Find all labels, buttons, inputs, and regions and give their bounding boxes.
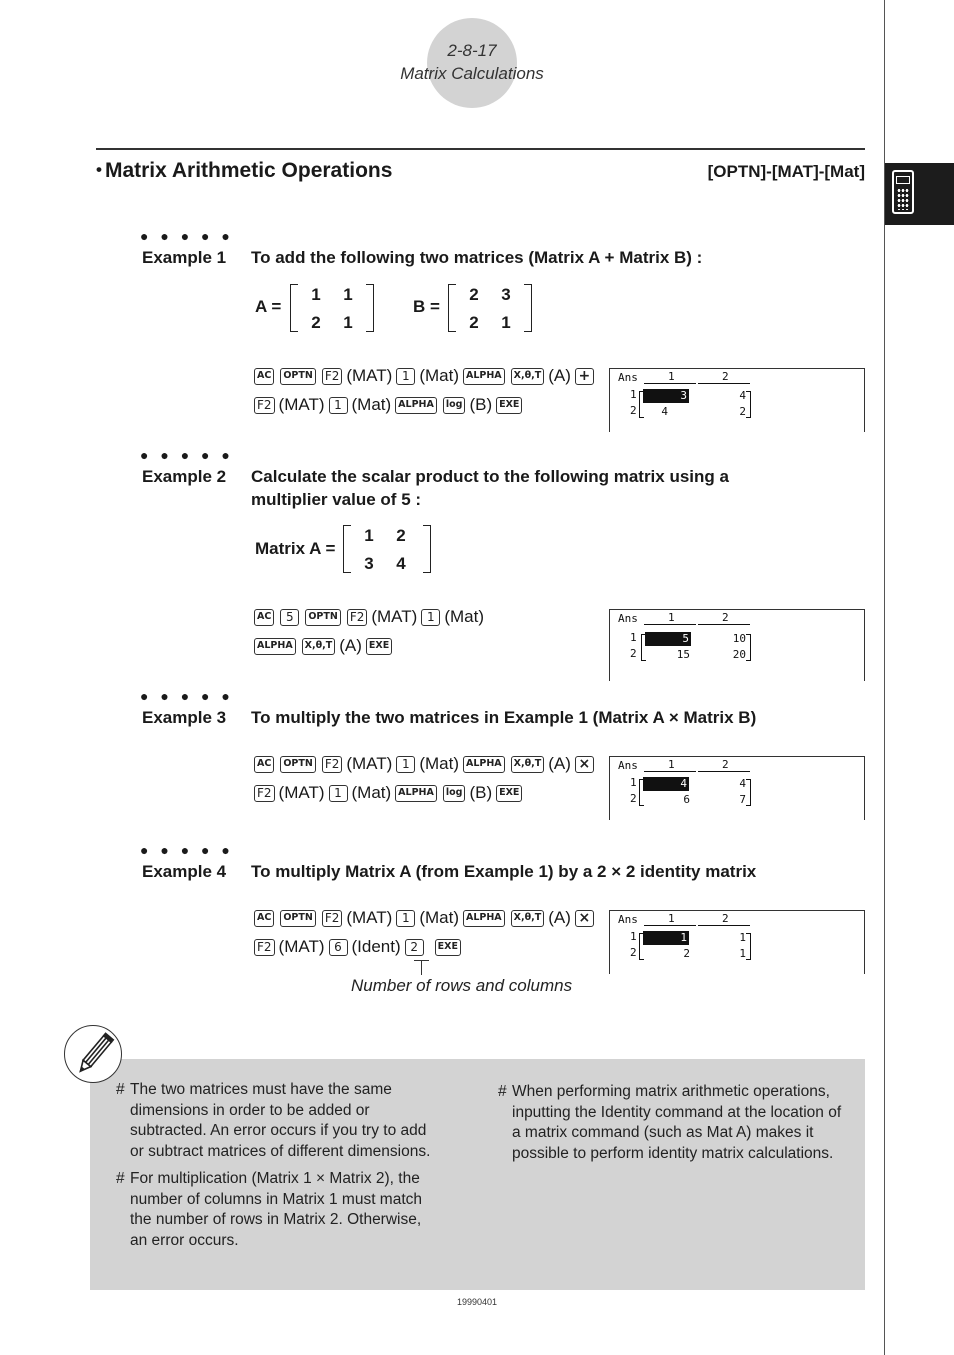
example-description: To multiply Matrix A (from Example 1) by a 2 × 2 identity matrix: [251, 862, 757, 881]
note-item: [116, 1080, 436, 1162]
matrix-a-label: A =: [255, 297, 282, 316]
screen-ans-label: Ans: [618, 371, 638, 384]
screen-cell: 1: [739, 947, 746, 960]
key-caption: (Mat): [419, 908, 459, 927]
note-hash: #: [116, 1081, 125, 1098]
screen-cell: 20: [732, 648, 746, 661]
screen-cell: 2: [683, 947, 690, 960]
multiply-key: ×: [575, 756, 594, 773]
six-key: 6: [329, 939, 348, 956]
key-sequence-line-1: [251, 753, 597, 775]
example-label: Example 1: [142, 248, 227, 267]
calculator-screen: [609, 609, 865, 681]
screen-cell: 4: [739, 389, 746, 402]
key-caption: (MAT): [346, 366, 393, 385]
example-description: Calculate the scalar product to the following matrix using a multiplier value of 5 :: [251, 467, 729, 509]
screen-col-header: 2: [722, 758, 729, 771]
screen-row-number: 1: [630, 631, 637, 644]
matrix-cell: 2: [469, 285, 479, 304]
matrix-b: [448, 284, 532, 332]
calculator-screen: [609, 368, 865, 432]
five-key: 5: [280, 609, 299, 626]
pencil-icon: [64, 1025, 122, 1083]
example-dots: ● ● ● ● ●: [140, 447, 234, 463]
key-caption: (MAT): [278, 395, 325, 414]
key-caption: (MAT): [371, 607, 418, 626]
note-text: The two matrices must have the same dimensions in order to be added or subtracted. An error occurs if you try to add or subtract matrices of different dimensions.: [130, 1081, 431, 1160]
key-caption: (MAT): [278, 937, 325, 956]
chapter-title: Matrix Calculations: [400, 64, 544, 83]
exe-key: EXE: [435, 939, 461, 956]
example-label: Example 3: [142, 708, 227, 727]
matrix-a: [290, 284, 374, 332]
matrix-cell: 1: [501, 313, 511, 332]
f2-key: F2: [254, 785, 275, 802]
key-caption: (Ident): [351, 937, 401, 956]
f2-key: F2: [322, 910, 343, 927]
rows-columns-caption: Number of rows and columns: [351, 976, 573, 995]
screen-selected-cell: 4: [643, 777, 689, 791]
screen-ans-label: Ans: [618, 759, 638, 772]
key-sequence-line-1: [251, 606, 485, 628]
section-title: Matrix Arithmetic Operations: [104, 159, 393, 182]
key-caption: (MAT): [346, 908, 393, 927]
bullet-icon: •: [96, 160, 102, 179]
matrix-cell: 1: [311, 285, 321, 304]
note-hash: #: [116, 1170, 125, 1187]
key-sequence-line-1: [251, 365, 597, 387]
screen-row-number: 2: [630, 404, 637, 417]
screen-ans-label: Ans: [618, 612, 638, 625]
example-description: To multiply the two matrices in Example 1 (Matrix A × Matrix B): [251, 708, 757, 727]
alpha-key: ALPHA: [395, 397, 437, 414]
key-caption: (MAT): [278, 783, 325, 802]
caption-pointer: [421, 960, 422, 975]
alpha-key: ALPHA: [463, 910, 505, 927]
matrix-a: [343, 525, 431, 573]
example-dots: ● ● ● ● ●: [140, 842, 234, 858]
screen-cell: 6: [683, 793, 690, 806]
key-caption: (A): [548, 754, 571, 773]
key-sequence-line-2: [251, 936, 464, 958]
alpha-key: ALPHA: [463, 368, 505, 385]
f2-key: F2: [254, 939, 275, 956]
calculator-icon: [892, 170, 914, 214]
screen-col-header: 1: [668, 370, 675, 383]
key-caption: (A): [548, 908, 571, 927]
ac-key: AC: [254, 609, 274, 626]
key-caption: (Mat): [351, 395, 392, 414]
screen-col-header: 2: [722, 912, 729, 925]
example-label: Example 2: [142, 467, 227, 486]
calculator-screen: [609, 910, 865, 974]
matrix-cell: 2: [469, 313, 479, 332]
section-divider: [96, 148, 865, 150]
screen-col-header: 1: [668, 912, 675, 925]
key-sequence-line-2: [251, 782, 525, 804]
note-hash: #: [498, 1083, 507, 1100]
matrix-cell: 3: [501, 285, 511, 304]
log-key: log: [443, 397, 466, 414]
note-item: [498, 1082, 843, 1164]
screen-col-header: 1: [668, 611, 675, 624]
key-sequence-line-2: [251, 394, 525, 416]
page-number: 2-8-17: [447, 41, 497, 60]
key-caption: (A): [339, 636, 362, 655]
alpha-key: ALPHA: [463, 756, 505, 773]
calculator-screen: [609, 756, 865, 820]
f2-key: F2: [322, 756, 343, 773]
screen-col-header: 2: [722, 370, 729, 383]
screen-cell: 7: [739, 793, 746, 806]
menu-path: [OPTN]-[MAT]-[Mat]: [707, 162, 865, 181]
screen-selected-cell: 1: [643, 931, 689, 945]
notes-right-column: [498, 1082, 843, 1171]
screen-col-header: 1: [668, 758, 675, 771]
screen-cell: 4: [739, 777, 746, 790]
key-sequence-line-2: [251, 635, 395, 657]
key-caption: (Mat): [419, 366, 459, 385]
screen-cell: 15: [676, 648, 690, 661]
screen-row-number: 1: [630, 388, 637, 401]
exe-key: EXE: [496, 397, 522, 414]
key-caption: (A): [548, 366, 571, 385]
screen-cell: 2: [739, 405, 746, 418]
alpha-key: ALPHA: [395, 785, 437, 802]
notes-left-column: [116, 1080, 436, 1258]
note-item: [116, 1169, 436, 1251]
example-dots: ● ● ● ● ●: [140, 228, 234, 244]
optn-key: OPTN: [280, 368, 315, 385]
optn-key: OPTN: [280, 756, 315, 773]
log-key: log: [443, 785, 466, 802]
alpha-key: ALPHA: [254, 638, 296, 655]
matrix-cell: 2: [311, 313, 321, 332]
example-dots: ● ● ● ● ●: [140, 688, 234, 704]
screen-cell: 1: [739, 931, 746, 944]
one-key: 1: [396, 910, 415, 927]
screen-row-number: 1: [630, 930, 637, 943]
key-caption: (B): [469, 395, 493, 414]
matrix-cell: 1: [343, 313, 353, 332]
one-key: 1: [329, 397, 348, 414]
screen-row-number: 2: [630, 946, 637, 959]
exe-key: EXE: [496, 785, 522, 802]
key-sequence-line-1: [251, 907, 597, 929]
ac-key: AC: [254, 756, 274, 773]
f2-key: F2: [322, 368, 343, 385]
matrix-a-label: Matrix A =: [255, 539, 336, 558]
key-caption: (B): [469, 783, 493, 802]
note-text: For multiplication (Matrix 1 × Matrix 2), the number of columns in Matrix 1 must match the number of rows in Matrix 2. Otherwise, an error occurs.: [130, 1170, 423, 1249]
page-number-badge: [427, 18, 517, 108]
screen-col-header: 2: [722, 611, 729, 624]
xtt-key: X,θ,T: [511, 368, 545, 385]
ac-key: AC: [254, 910, 274, 927]
key-caption: (MAT): [346, 754, 393, 773]
matrix-cell: 2: [396, 526, 406, 545]
f2-key: F2: [254, 397, 275, 414]
footer-code: 19990401: [456, 1297, 498, 1307]
xtt-key: X,θ,T: [302, 638, 336, 655]
xtt-key: X,θ,T: [511, 756, 545, 773]
matrix-b-label: B =: [413, 297, 440, 316]
plus-key: +: [575, 368, 594, 385]
example-description: To add the following two matrices (Matrix A + Matrix B) :: [251, 248, 703, 267]
key-caption: (Mat): [444, 607, 484, 626]
key-caption: (Mat): [419, 754, 459, 773]
screen-cell: 10: [732, 632, 746, 645]
one-key: 1: [421, 609, 440, 626]
screen-cell: 4: [661, 405, 668, 418]
one-key: 1: [396, 368, 415, 385]
matrix-cell: 3: [364, 554, 374, 573]
screen-selected-cell: 5: [645, 632, 691, 646]
note-text: When performing matrix arithmetic operations, inputting the Identity command at the location of a matrix command (such as Mat A) makes it possible to perform identity matrix calculations.: [512, 1083, 842, 1162]
optn-key: OPTN: [305, 609, 340, 626]
key-caption: (Mat): [351, 783, 392, 802]
matrix-cell: 4: [396, 554, 406, 573]
matrix-cell: 1: [343, 285, 353, 304]
exe-key: EXE: [366, 638, 392, 655]
two-key: 2: [405, 939, 424, 956]
screen-row-number: 2: [630, 792, 637, 805]
section-heading: [96, 159, 392, 183]
ac-key: AC: [254, 368, 274, 385]
matrix-cell: 1: [364, 526, 374, 545]
screen-row-number: 1: [630, 776, 637, 789]
example-label: Example 4: [142, 862, 227, 881]
optn-key: OPTN: [280, 910, 315, 927]
screen-row-number: 2: [630, 647, 637, 660]
one-key: 1: [396, 756, 415, 773]
xtt-key: X,θ,T: [511, 910, 545, 927]
screen-selected-cell: 3: [643, 389, 689, 403]
multiply-key: ×: [575, 910, 594, 927]
screen-ans-label: Ans: [618, 913, 638, 926]
one-key: 1: [329, 785, 348, 802]
f2-key: F2: [347, 609, 368, 626]
